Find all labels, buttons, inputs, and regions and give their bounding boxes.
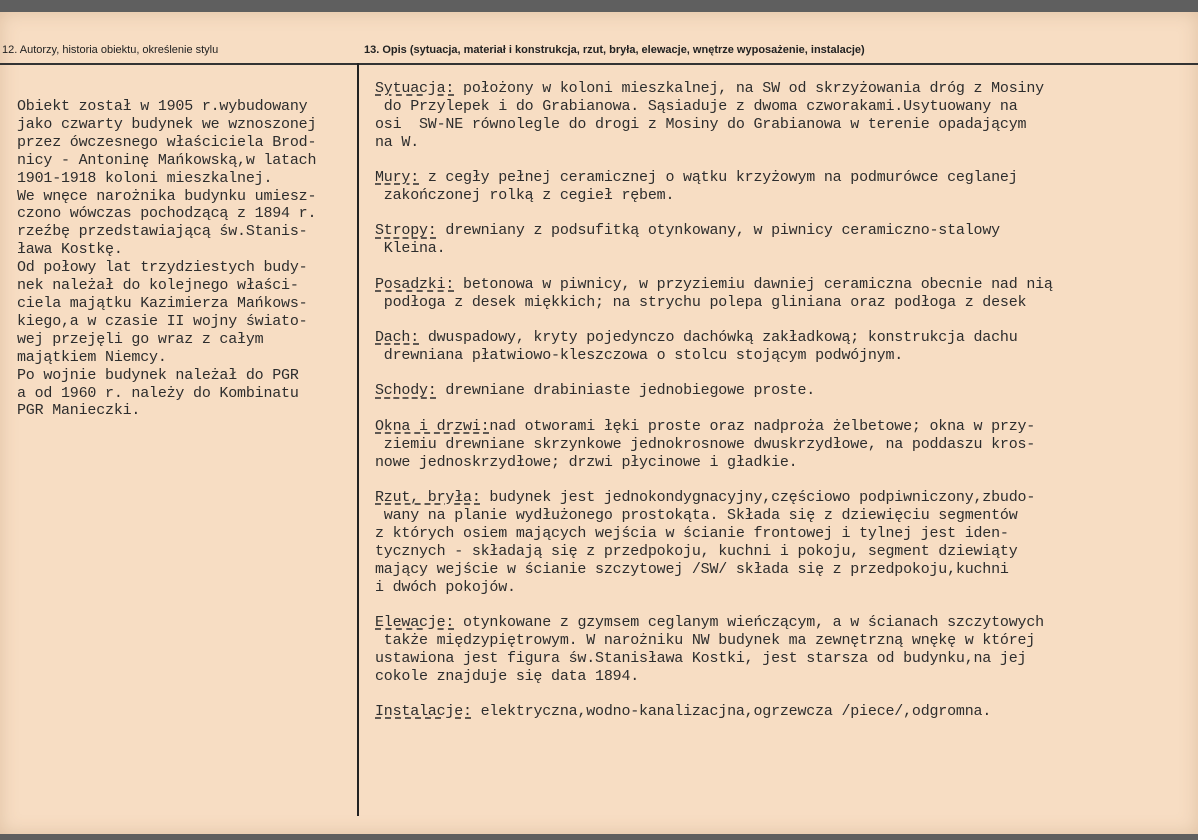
section-label: Instalacje: xyxy=(375,703,472,721)
section-first-line xyxy=(375,169,1175,187)
history-line: 1901-1918 koloni mieszkalnej. xyxy=(17,169,273,187)
section-label: Dach: xyxy=(375,329,420,347)
description-section xyxy=(375,222,1175,258)
description-section xyxy=(375,614,1175,686)
description-section xyxy=(375,703,1175,721)
history-line: PGR Manieczki. xyxy=(17,402,141,420)
section-label: Mury: xyxy=(375,169,420,187)
section-first-line xyxy=(375,489,1175,507)
header-divider xyxy=(0,63,1198,65)
section-label: Schody: xyxy=(375,382,437,400)
section-first-line xyxy=(375,614,1175,632)
section-line: ustawiona jest figura św.Stanisława Kostki, jest starsza od budynku,na jej xyxy=(375,649,1027,667)
history-line: jako czwarty budynek we wznoszonej xyxy=(17,115,317,133)
section-line: także międzypiętrowym. W narożniku NW budynek ma zewnętrzną wnękę w której xyxy=(375,631,1036,649)
section-first-line xyxy=(375,329,1175,347)
section-text: z cegły pełnej ceramicznej o wątku krzyżowym na podmurówce ceglanej xyxy=(419,169,1018,187)
history-line: nek należał do kolejnego właści- xyxy=(17,277,299,295)
section-line: Kleina. xyxy=(375,240,446,258)
description-section xyxy=(375,276,1175,312)
history-line: a od 1960 r. należy do Kombinatu xyxy=(17,384,299,402)
section-line: osi SW-NE równolegle do drogi z Mosiny do Grabianowa w terenie opadającym xyxy=(375,115,1027,133)
section-first-line xyxy=(375,222,1175,240)
section-line: zakończonej rolką z cegieł rębem. xyxy=(375,187,675,205)
description-section xyxy=(375,329,1175,365)
section-label: Elewacje: xyxy=(375,613,455,631)
description-section xyxy=(375,382,1175,400)
history-line: przez ówczesnego właściciela Brod- xyxy=(17,133,317,151)
description-text xyxy=(375,80,1175,738)
history-line: wej przejęli go wraz z całym xyxy=(17,330,264,348)
section-label: Okna i drzwi: xyxy=(375,417,490,435)
section-line: do Przylepek i do Grabianowa. Sąsiaduje z dwoma czworakami.Usytuowany na xyxy=(375,97,1018,115)
history-line: majątkiem Niemcy. xyxy=(17,348,167,366)
section-first-line xyxy=(375,418,1175,436)
section-label: Rzut, bryła: xyxy=(375,489,481,506)
section-line: i dwóch pokojów. xyxy=(375,578,516,596)
history-line: ława Kostkę. xyxy=(17,241,123,259)
section-12-header: 12. Autorzy, historia obiektu, określenie stylu xyxy=(2,44,219,56)
history-line: kiego,a w czasie II wojny świato- xyxy=(17,312,308,330)
section-line: podłoga z desek miękkich; na strychu polepa gliniana oraz podłoga z desek xyxy=(375,293,1027,311)
section-text: otynkowane z gzymsem ceglanym wieńczącym, a w ścianach szczytowych xyxy=(454,613,1044,631)
history-line: czono wówczas pochodzącą z 1894 r. xyxy=(17,205,317,223)
section-line: na W. xyxy=(375,133,420,151)
section-text: betonowa w piwnicy, w przyziemiu dawniej ceramiczna obecnie nad nią xyxy=(454,275,1053,293)
section-first-line xyxy=(375,80,1175,98)
section-text: elektryczna,wodno-kanalizacjna,ogrzewcza /piece/,odgromna. xyxy=(471,703,992,721)
history-line: We wnęce narożnika budynku umiesz- xyxy=(17,187,317,205)
description-section xyxy=(375,80,1175,152)
section-line: cokole znajduje się data 1894. xyxy=(375,667,640,685)
history-line: Po wojnie budynek należał do PGR xyxy=(17,366,299,384)
description-section xyxy=(375,418,1175,472)
section-line: z których osiem mających wejścia w ścianie frontowej i tylnej jest iden- xyxy=(375,524,1009,542)
section-text: nad otworami łęki proste oraz nadproża żelbetowe; okna w przy- xyxy=(489,417,1036,435)
history-line: nicy - Antoninę Mańkowską,w latach xyxy=(17,151,317,169)
history-line: Od połowy lat trzydziestych budy- xyxy=(17,259,308,277)
section-line: mający wejście w ścianie szczytowej /SW/ składa się z przedpokoju,kuchni xyxy=(375,560,1009,578)
section-line: wany na planie wydłużonego prostokąta. Składa się z dziewięciu segmentów xyxy=(375,506,1018,524)
description-section xyxy=(375,169,1175,205)
section-first-line xyxy=(375,703,1175,721)
column-divider xyxy=(357,63,359,816)
section-13-header: 13. Opis (sytuacja, materiał i konstrukcja, rzut, bryła, elewacje, wnętrze wyposażenie, instalacje) xyxy=(364,44,865,56)
history-line: Obiekt został w 1905 r.wybudowany xyxy=(17,98,308,115)
section-line: nowe jednoskrzydłowe; drzwi płycinowe i gładkie. xyxy=(375,453,798,471)
section-line: drewniana płatwiowo-kleszczowa o stolcu stojącym podwójnym. xyxy=(375,346,904,364)
description-section xyxy=(375,489,1175,596)
history-text xyxy=(17,98,357,420)
section-line: tycznych - składają się z przedpokoju, kuchni i pokoju, segment dziewiąty xyxy=(375,542,1018,560)
history-line: ciela majątku Kazimierza Mańkows- xyxy=(17,294,308,312)
section-text: dwuspadowy, kryty pojedynczo dachówką zakładkową; konstrukcja dachu xyxy=(419,329,1018,347)
section-text: położony w koloni mieszkalnej, na SW od skrzyżowania dróg z Mosiny xyxy=(454,80,1044,97)
section-text: budynek jest jednokondygnacyjny,częściowo podpiwniczony,zbudo- xyxy=(480,489,1036,506)
history-line: rzeźbę przedstawiającą św.Stanis- xyxy=(17,223,308,241)
section-label: Stropy: xyxy=(375,222,437,240)
section-label: Sytuacja: xyxy=(375,80,455,97)
section-text: drewniany z podsufitką otynkowany, w piwnicy ceramiczno-stalowy xyxy=(436,222,1000,240)
section-text: drewniane drabiniaste jednobiegowe proste. xyxy=(436,382,816,400)
section-first-line xyxy=(375,276,1175,294)
section-first-line xyxy=(375,382,1175,400)
section-label: Posadzki: xyxy=(375,275,455,293)
section-line: ziemiu drewniane skrzynkowe jednokrosnowe dwuskrzydłowe, na poddaszu kros- xyxy=(375,435,1036,453)
